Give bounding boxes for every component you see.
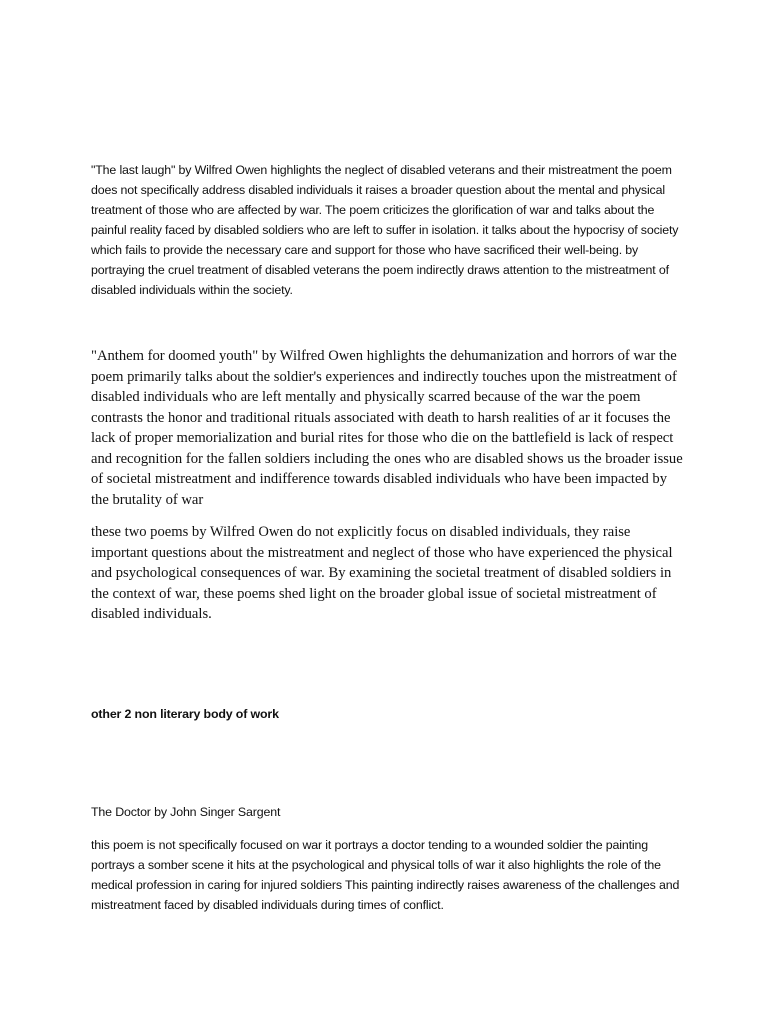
paragraph-the-doctor: this poem is not specifically focused on war it portrays a doctor tending to a wounded soldier the painting portrays a somber scene it hits at the psychological and physical tolls of war it also highlights the role of the medical profession in caring for injured soldiers This painting indirectly raises awareness of the challenges and mistreatment faced by disabled individuals during times of conflict. — [91, 838, 680, 912]
work-title-the-doctor: The Doctor by John Singer Sargent — [91, 805, 281, 819]
paragraph-two-poems-summary: these two poems by Wilfred Owen do not explicitly focus on disabled individuals, they raise important questions about the mistreatment and neglect of those who have experienced the physical and psychological consequences of war. By examining the societal treatment of disabled soldiers in the context of war, these poems shed light on the broader global issue of societal mistreatment of disabled individuals. — [91, 524, 673, 622]
paragraph-anthem-for-doomed-youth: "Anthem for doomed youth" by Wilfred Owen highlights the dehumanization and horrors of war the poem primarily talks about the soldier's experiences and indirectly touches upon the mistreatment of disabled individuals who are left mentally and physically scarred because of the war the poem contrasts the honor and traditional rituals associated with death to harsh realities of ar it focuses the lack of proper memorialization and burial rites for those who die on the battlefield is lack of respect and recognition for the fallen soldiers including the ones who are disabled shows us the broader issue of societal mistreatment and indifference towards disabled individuals who have been impacted by the brutality of war — [91, 348, 683, 508]
section-heading-non-literary: other 2 non literary body of work — [91, 707, 279, 721]
paragraph-last-laugh: "The last laugh" by Wilfred Owen highlights the neglect of disabled veterans and their mistreatment the poem does not specifically address disabled individuals it raises a broader question about the mental and physical treatment of those who are affected by war. The poem criticizes the glorification of war and talks about the painful reality faced by disabled soldiers who are left to suffer in isolation. it talks about the hypocrisy of society which fails to provide the necessary care and support for those who have sacrificed their well-being. by portraying the cruel treatment of disabled veterans the poem indirectly draws attention to the mistreatment of disabled individuals within the society. — [91, 163, 679, 297]
